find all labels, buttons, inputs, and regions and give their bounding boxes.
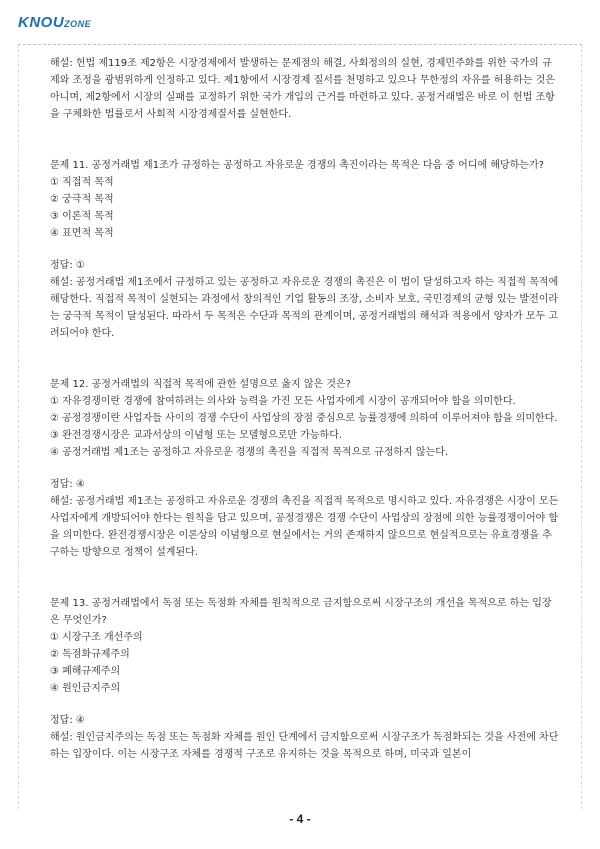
page-number: - 4 - [289,812,311,826]
text-line: ② 궁극적 목적 [50,194,114,205]
text-line: 문제 12. 공정거래법의 직접적 목적에 관한 설명으로 옳지 않은 것은? [50,379,351,390]
spacer [50,561,560,595]
spacer [50,342,560,376]
text-line: 문제 11. 공정거래법 제1조가 규정하는 공정하고 자유로운 경쟁의 촉진이라는 목적은 다음 중 어디에 해당하는가? [50,160,544,171]
logo-sub-text: ZONE [64,19,92,29]
text-line: 해설: 공정거래법 제1조는 공정하고 자유로운 경쟁의 촉진을 직접적 목적으로 명시하고 있다. 자유경쟁은 시장이 모든 사업자에게 개방되어야 한다는 원칙을 담고 있으며, 공정경쟁은 경쟁 수단이 사업상의 장점에 의한 능률경쟁이어야 함을 의미한다. 완전경쟁시장은 이론상의 이념형으로 현실에서는 거의 존재하지 않으므로 현실적으로는 유효경쟁을 추구하는 방향으로 정책이 설계된다. [50,496,562,558]
text-line: ④ 원인금지주의 [50,683,121,694]
knouzone-logo [18,12,91,32]
text-line: ③ 완전경쟁시장은 교과서상의 이념형 또는 모델형으로만 가능하다. [50,430,343,441]
text-line: ① 직접적 목적 [50,177,114,188]
text-line: ④ 표면적 목적 [50,228,114,239]
text-line: ① 시장구조 개선주의 [50,632,143,643]
text-line: ④ 공정거래법 제1조는 공정하고 자유로운 경쟁의 촉진을 직접적 목적으로 규정하지 않는다. [50,447,449,458]
spacer [50,123,560,157]
text-line: 해설: 공정거래법 제1조에서 규정하고 있는 공정하고 자유로운 경쟁의 촉진은 이 법이 달성하고자 하는 직접적 목적에 해당한다. 직접적 목적이 실현되는 과정에서 창의적인 기업 활동의 조장, 소비자 보호, 국민경제의 균형 있는 발전이라는 궁극적 목적이 달성된다. 따라서 두 목적은 수단과 목적의 관계이며, 공정거래법의 해석과 적용에서 양자가 모두 고려되어야 한다. [50,277,562,339]
left-border [18,44,19,809]
right-border [581,44,582,809]
header-divider [18,44,582,45]
text-line: 해설: 헌법 제119조 제2항은 시장경제에서 발생하는 문제점의 해결, 사회정의의 실현, 경제민주화를 위한 국가의 규제와 조정을 광범위하게 인정하고 있다. 제1항에서 시장경제 질서를 천명하고 있으나 무한정의 자유를 허용하는 것은 아니며, 제2항에서 시장의 실패를 교정하기 위한 국가 개입의 근거를 마련하고 있다. 공정거래법은 바로 이 헌법 조항을 구체화한 법률로서 사회적 시장경제질서를 실현한다. [50,58,559,120]
text-line: ② 독점화규제주의 [50,649,130,660]
logo-main-text: KNOU [18,14,65,31]
text-line: 문제 13. 공정거래법에서 독점 또는 독점화 자체를 원칙적으로 금지함으로써 시장구조의 개선을 목적으로 하는 입장은 무엇인가? [50,598,552,626]
text-line: 정답: ④ [50,715,85,726]
spacer [50,697,560,712]
document-body [50,55,560,763]
spacer [50,242,560,257]
text-line: ② 공정경쟁이란 사업자들 사이의 경쟁 수단이 사업상의 장점 중심으로 능률경쟁에 의하여 이루어져야 함을 의미한다. [50,413,558,424]
text-line: 정답: ① [50,260,85,271]
text-line: ① 자유경쟁이란 경쟁에 참여하려는 의사와 능력을 가진 모든 사업자에게 시장이 공개되어야 함을 의미한다. [50,396,516,407]
text-line: 해설: 원인금지주의는 독점 또는 독점화 자체를 원인 단계에서 금지함으로써 시장구조가 독점화되는 것을 사전에 차단하는 입장이다. 이는 시장구조 자체를 경쟁적 구조로 유지하는 것을 목적으로 하며, 미국과 일본이 [50,732,559,760]
text-line: ③ 폐해규제주의 [50,666,121,677]
text-line: 정답: ④ [50,479,85,490]
text-line: ③ 이론적 목적 [50,211,114,222]
spacer [50,461,560,476]
